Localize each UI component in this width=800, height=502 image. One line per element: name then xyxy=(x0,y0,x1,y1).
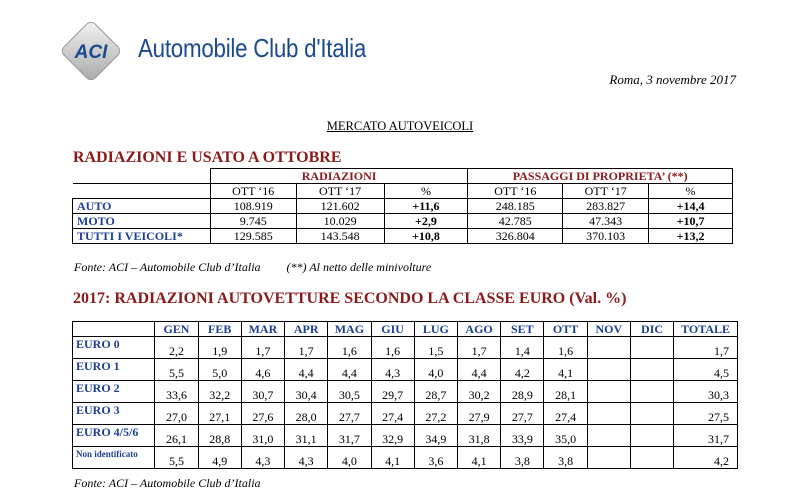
table-cell: 3,6 xyxy=(414,447,457,469)
table-row xyxy=(73,229,733,244)
table-cell: 27,4 xyxy=(544,403,587,425)
row-label: Non identificato xyxy=(73,447,155,469)
table-cell: 1,7 xyxy=(285,337,328,359)
table-cell: 35,0 xyxy=(544,425,587,447)
month-header: DIC xyxy=(630,322,673,337)
column-header: % xyxy=(384,184,468,199)
table-cell: 5,5 xyxy=(155,447,198,469)
table-cell: 143.548 xyxy=(296,229,384,244)
table-row xyxy=(73,403,738,425)
table-cell xyxy=(630,381,673,403)
table-cell xyxy=(630,403,673,425)
table-cell: 4,9 xyxy=(198,447,241,469)
table2-source-note: Fonte: ACI – Automobile Club d’Italia xyxy=(74,476,261,490)
table-cell: 27,7 xyxy=(501,403,544,425)
table-cell: 3,8 xyxy=(544,447,587,469)
column-header: OTT ‘16 xyxy=(468,184,563,199)
month-header: LUG xyxy=(414,322,457,337)
table-cell: 1,6 xyxy=(328,337,371,359)
table-cell: 2,2 xyxy=(155,337,198,359)
table-cell: 47.343 xyxy=(563,214,649,229)
row-label: TUTTI I VEICOLI* xyxy=(73,229,211,244)
table-row xyxy=(73,337,738,359)
total-cell: 30,3 xyxy=(674,381,738,403)
table-cell xyxy=(630,447,673,469)
table2-title: 2017: RADIAZIONI AUTOVETTURE SECONDO LA CLASSE EURO (Val. %) xyxy=(73,290,627,307)
table-cell: 5,5 xyxy=(155,359,198,381)
table-cell: 4,4 xyxy=(285,359,328,381)
column-header: OTT ‘16 xyxy=(210,184,296,199)
classe-euro-table xyxy=(72,321,738,469)
table-cell: 108.919 xyxy=(210,199,296,214)
table-cell: 27,9 xyxy=(457,403,500,425)
table-cell xyxy=(587,403,630,425)
table-cell: 29,7 xyxy=(371,381,414,403)
table-cell: 5,0 xyxy=(198,359,241,381)
table-cell: 326.804 xyxy=(468,229,563,244)
passaggi-header: PASSAGGI DI PROPRIETA’ (**) xyxy=(468,169,733,184)
table-cell: 27,4 xyxy=(371,403,414,425)
table-cell xyxy=(587,425,630,447)
table-row xyxy=(73,425,738,447)
table-cell: +10,7 xyxy=(649,214,733,229)
table-cell: 31,8 xyxy=(457,425,500,447)
table-cell: +2,9 xyxy=(384,214,468,229)
table-cell: 33,6 xyxy=(155,381,198,403)
table-cell: 27,2 xyxy=(414,403,457,425)
month-header: SET xyxy=(501,322,544,337)
month-header: MAR xyxy=(241,322,284,337)
brand-name: Automobile Club d'Italia xyxy=(138,33,367,63)
table-cell: 28,1 xyxy=(544,381,587,403)
table-cell: 9.745 xyxy=(210,214,296,229)
table-cell xyxy=(587,337,630,359)
radiazioni-usato-table xyxy=(72,168,733,244)
month-header: MAG xyxy=(328,322,371,337)
table-row xyxy=(73,381,738,403)
table1-title: RADIAZIONI E USATO A OTTOBRE xyxy=(73,149,342,166)
table-cell: 1,5 xyxy=(414,337,457,359)
table-cell: 370.103 xyxy=(563,229,649,244)
table-cell: 30,2 xyxy=(457,381,500,403)
total-cell: 4,2 xyxy=(674,447,738,469)
table-cell: 27,1 xyxy=(198,403,241,425)
radiazioni-header: RADIAZIONI xyxy=(210,169,468,184)
column-header: OTT ‘17 xyxy=(296,184,384,199)
table-cell: 4,3 xyxy=(285,447,328,469)
row-label: EURO 2 xyxy=(73,381,155,403)
table-cell: 248.185 xyxy=(468,199,563,214)
document-date: Roma, 3 novembre 2017 xyxy=(609,72,736,87)
table-cell: +11,6 xyxy=(384,199,468,214)
table-cell: 27,0 xyxy=(155,403,198,425)
table-cell: 129.585 xyxy=(210,229,296,244)
row-label: AUTO xyxy=(73,199,211,214)
total-cell: 31,7 xyxy=(674,425,738,447)
table1-note xyxy=(74,260,431,275)
table-cell: 1,9 xyxy=(198,337,241,359)
table-group-header-row xyxy=(73,169,733,184)
total-cell: 27,5 xyxy=(674,403,738,425)
table-cell: 4,4 xyxy=(457,359,500,381)
total-cell: 1,7 xyxy=(674,337,738,359)
minivolture-note: (**) Al netto delle minivolture xyxy=(286,260,432,274)
table-cell: 4,1 xyxy=(457,447,500,469)
table-cell: 31,7 xyxy=(328,425,371,447)
table-cell: 42.785 xyxy=(468,214,563,229)
table-cell: 28,8 xyxy=(198,425,241,447)
table-cell xyxy=(587,447,630,469)
month-header: TOTALE xyxy=(674,322,738,337)
table-cell: 30,4 xyxy=(285,381,328,403)
table-cell: 4,3 xyxy=(371,359,414,381)
table-row xyxy=(73,359,738,381)
row-label: EURO 0 xyxy=(73,337,155,359)
table-cell xyxy=(587,381,630,403)
table-cell: 26,1 xyxy=(155,425,198,447)
table-cell xyxy=(630,359,673,381)
table-cell: 33,9 xyxy=(501,425,544,447)
table-cell: 4,1 xyxy=(544,359,587,381)
month-header: AGO xyxy=(457,322,500,337)
table-cell: 1,4 xyxy=(501,337,544,359)
table-cell: 4,4 xyxy=(328,359,371,381)
table-cell: 28,0 xyxy=(285,403,328,425)
total-cell: 4,5 xyxy=(674,359,738,381)
table-column-header-row xyxy=(73,184,733,199)
table-cell: 32,9 xyxy=(371,425,414,447)
table-row xyxy=(73,447,738,469)
table-cell xyxy=(587,359,630,381)
table-cell: 283.827 xyxy=(563,199,649,214)
table-cell: 30,7 xyxy=(241,381,284,403)
month-header: OTT xyxy=(544,322,587,337)
table-cell: 3,8 xyxy=(501,447,544,469)
table-cell xyxy=(630,337,673,359)
source-note: Fonte: ACI – Automobile Club d’Italia xyxy=(74,260,261,274)
row-label: EURO 4/5/6 xyxy=(73,425,155,447)
logo-text: ACI xyxy=(74,42,108,63)
table-cell: 10.029 xyxy=(296,214,384,229)
table-cell: 4,0 xyxy=(414,359,457,381)
table-cell: 1,7 xyxy=(241,337,284,359)
column-header: % xyxy=(649,184,733,199)
document-title: MERCATO AUTOVEICOLI xyxy=(326,119,474,133)
table-cell: +10,8 xyxy=(384,229,468,244)
table-cell: 28,7 xyxy=(414,381,457,403)
table-cell xyxy=(630,425,673,447)
table-cell: 4,6 xyxy=(241,359,284,381)
table-cell: 31,1 xyxy=(285,425,328,447)
table-cell: 28,9 xyxy=(501,381,544,403)
table-cell: 1,7 xyxy=(457,337,500,359)
table-cell: 1,6 xyxy=(371,337,414,359)
aci-logo-icon xyxy=(54,14,128,88)
table-cell: 30,5 xyxy=(328,381,371,403)
table-cell: +14,4 xyxy=(649,199,733,214)
month-header: FEB xyxy=(198,322,241,337)
table-cell: 27,6 xyxy=(241,403,284,425)
table-cell: 4,1 xyxy=(371,447,414,469)
table-row xyxy=(73,199,733,214)
month-header: GEN xyxy=(155,322,198,337)
table-cell: 31,0 xyxy=(241,425,284,447)
table-cell: +13,2 xyxy=(649,229,733,244)
row-label: MOTO xyxy=(73,214,211,229)
table-cell: 27,7 xyxy=(328,403,371,425)
table-cell: 4,2 xyxy=(501,359,544,381)
table-row xyxy=(73,214,733,229)
table-cell: 1,6 xyxy=(544,337,587,359)
column-header: OTT ‘17 xyxy=(563,184,649,199)
months-header-row xyxy=(73,322,738,337)
month-header: NOV xyxy=(587,322,630,337)
table-cell: 34,9 xyxy=(414,425,457,447)
row-label: EURO 3 xyxy=(73,403,155,425)
table-cell: 32,2 xyxy=(198,381,241,403)
table-cell: 4,0 xyxy=(328,447,371,469)
month-header: GIU xyxy=(371,322,414,337)
row-label: EURO 1 xyxy=(73,359,155,381)
aci-logo xyxy=(54,14,128,88)
table-cell: 4,3 xyxy=(241,447,284,469)
month-header: APR xyxy=(285,322,328,337)
table-cell: 121.602 xyxy=(296,199,384,214)
